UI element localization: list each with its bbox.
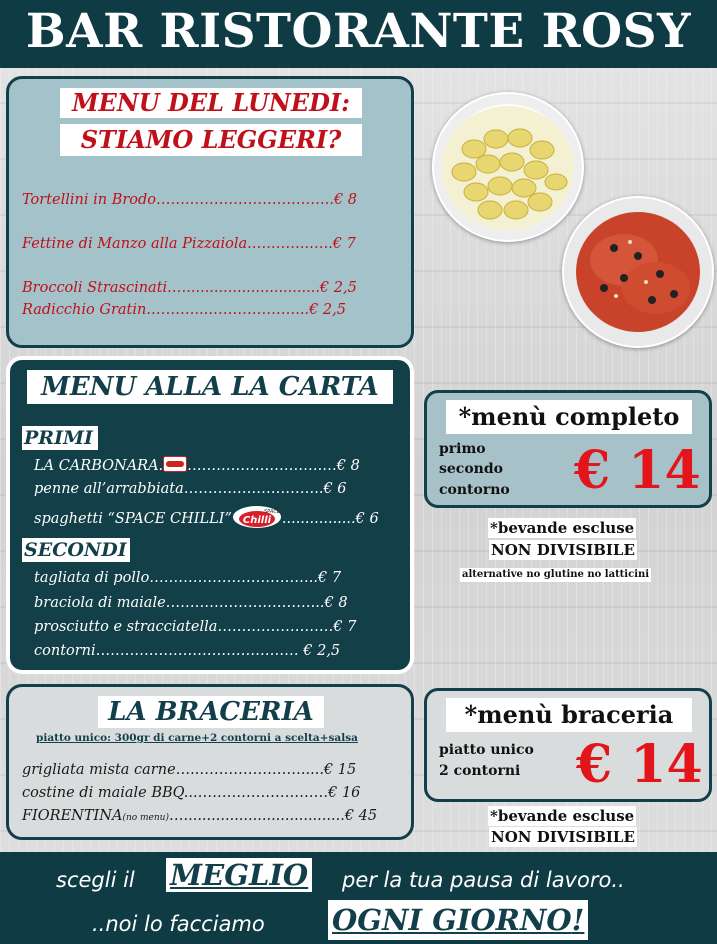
completo-line-contorno: contorno	[439, 482, 510, 498]
secondi-item-tagliata: tagliata di pollo……………………………..€ 7	[34, 570, 342, 586]
menu-completo-title: *menù completo	[446, 400, 692, 434]
lunedi-title-line1: MENU DEL LUNEDI:	[60, 88, 362, 118]
primi-item-carbonara: LA CARBONARA. ……………………….…€ 8	[34, 458, 360, 474]
space-chilli-logo-top: SPACE	[263, 509, 280, 515]
lunedi-title-line2: STIAMO LEGGERI?	[60, 124, 362, 156]
braceria-item-grigliata: grigliata mista carne…..………………….....€ 15	[22, 762, 357, 778]
menu-completo-price: € 14	[574, 440, 701, 501]
footer-line2-pre: ..noi lo facciamo	[92, 912, 265, 936]
braceria-note-bevande: *bevande escluse	[490, 807, 635, 825]
braceria-line-piatto: piatto unico	[439, 742, 534, 758]
secondi-item-contorni: contorni…………………………………… € 2,5	[34, 643, 341, 659]
carbonara-logo	[163, 456, 187, 476]
menu-braceria-price: € 14	[576, 734, 703, 795]
pizzaiola-photo	[562, 196, 714, 348]
secondi-item-braciola: braciola di maiale…………………………...€ 8	[34, 595, 348, 611]
tortellini-photo	[432, 92, 584, 242]
primi-label: PRIMI	[22, 426, 98, 450]
completo-line-primo: primo	[439, 441, 486, 457]
pizzaiola-image	[564, 198, 712, 346]
lunedi-item-radicchio: Radicchio Gratin.………...………………...€ 2,5	[22, 302, 346, 318]
footer-line1-post: per la tua pausa di lavoro..	[342, 868, 625, 892]
primi-item-penne: penne all’arrabbiata………………………..€ 6	[34, 481, 347, 497]
braceria-item-fiorentina: FIORENTINA(no menu)…...................................€ 45	[22, 808, 378, 824]
restaurant-title: BAR RISTORANTE ROSY	[25, 4, 692, 59]
menu-braceria-title: *menù braceria	[446, 698, 692, 732]
space-chilli-logo-text: Chilli	[242, 515, 271, 526]
braceria-item-costine: costine di maiale BBQ...………………………€ 16	[22, 785, 361, 801]
completo-note-bevande: *bevande escluse	[490, 519, 635, 537]
space-chilli-logo	[232, 505, 282, 533]
lunedi-item-broccoli: Broccoli Strascinati.….............................€ 2,5	[22, 280, 357, 296]
completo-line-secondo: secondo	[439, 461, 503, 477]
braceria-subtitle: piatto unico: 300gr di carne+2 contorni a scelta+salsa	[36, 732, 358, 744]
carta-title: MENU ALLA LA CARTA	[27, 370, 393, 404]
braceria-line-contorni: 2 contorni	[439, 763, 521, 779]
footer-meglio: MEGLIO	[166, 858, 312, 892]
lunedi-item-fettine: Fettine di Manzo alla Pizzaiola.….……..…..€ 7	[22, 236, 356, 252]
completo-note-alternative: alternative no glutine no latticini	[462, 569, 650, 580]
footer-line1-pre: scegli il	[56, 868, 135, 892]
lunedi-item-tortellini: Tortellini in Brodo…….………………….……..€ 8	[22, 192, 358, 208]
primi-item-spaghetti: spaghetti “SPACE CHILLI” Chilli SPACE ................€ 6	[34, 505, 379, 533]
secondi-item-prosciutto: prosciutto e stracciatella……………………€ 7	[34, 619, 357, 635]
braceria-note-non-divisibile: NON DIVISIBILE	[491, 828, 635, 846]
completo-note-non-divisibile: NON DIVISIBILE	[491, 541, 635, 559]
secondi-label: SECONDI	[22, 538, 130, 562]
tortellini-image	[434, 94, 582, 240]
footer-ogni-giorno: OGNI GIORNO!	[328, 900, 588, 940]
braceria-title: LA BRACERIA	[98, 696, 324, 728]
